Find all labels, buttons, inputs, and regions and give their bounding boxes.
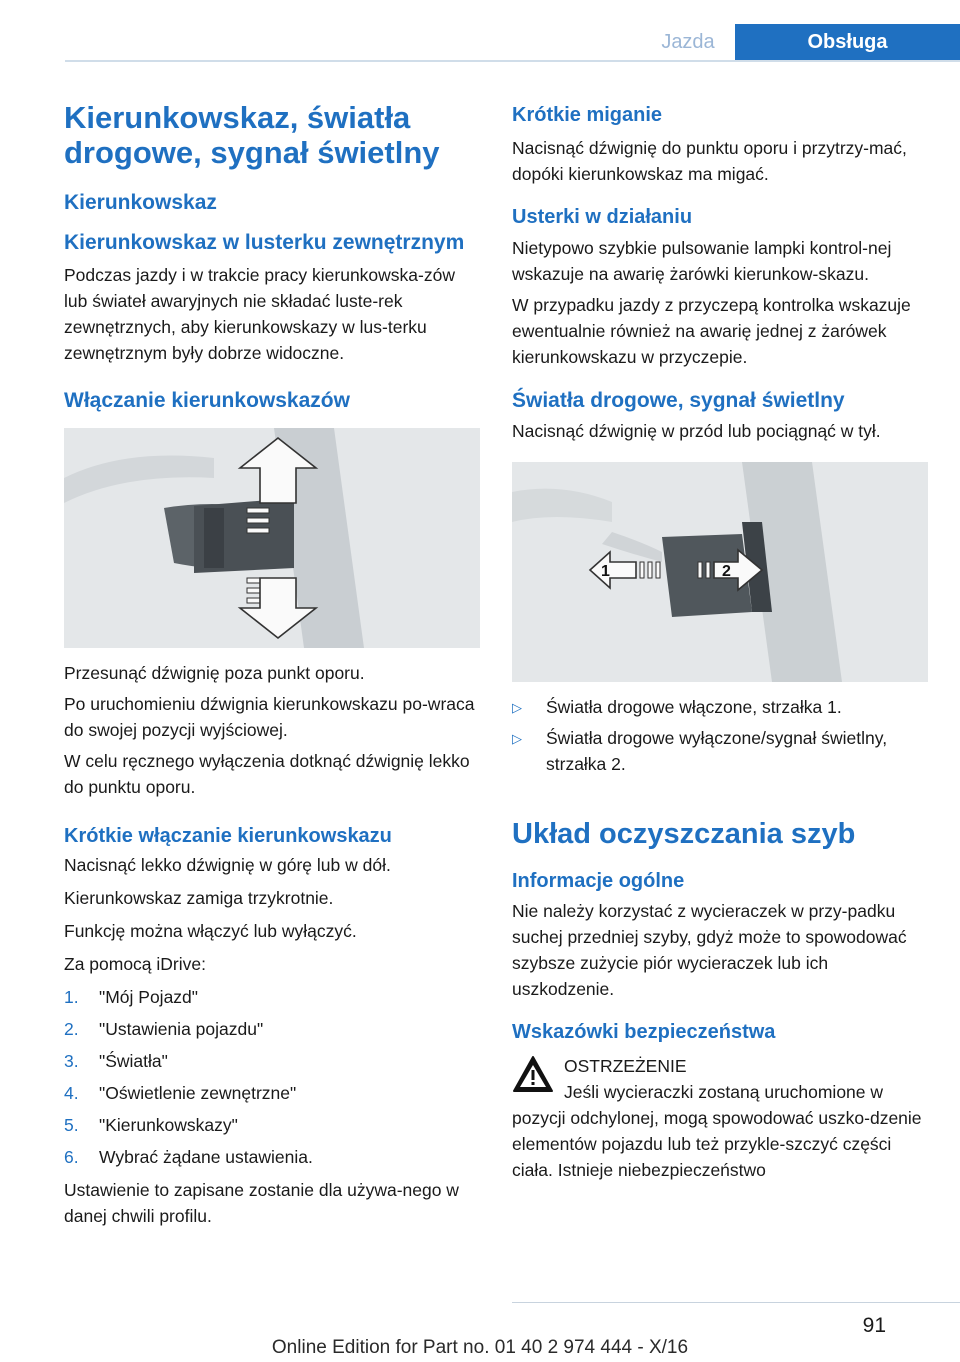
list-item (64, 981, 482, 1013)
left-column (64, 100, 482, 1229)
headlight-bullets (512, 694, 930, 777)
paragraph-usterki-2: W przypadku jazdy z przyczepą kontrolka wskazuje ewentualnie również na awarię jednej z żarówek kierunkowskazu w przyczepie. (512, 295, 911, 367)
heading-swiatla-drogowe: Światła drogowe, sygnał świetlny (512, 389, 845, 412)
tab-obsluga[interactable]: Obsługa (735, 24, 960, 60)
warning-label: OSTRZEŻENIE (564, 1056, 687, 1076)
paragraph-informacje: Nie należy korzystać z wycieraczek w przy-padku suchej przedniej szyby, gdyż może to spowodować szybsze zużycie piór wycieraczek lub ich uszkodzenie. (512, 901, 907, 999)
heading-krotkie-miganie: Krótkie miganie (512, 104, 663, 126)
paragraph-profil: Ustawienie to zapisane zostanie dla używa-nego w danej chwili profilu. (64, 1180, 459, 1226)
paragraph-funkcje: Funkcję można włączyć lub wyłączyć. (64, 921, 357, 941)
paragraph-lusterko: Podczas jazdy i w trakcie pracy kierunkowska-zów lub świateł awaryjnych nie składać luste-rek zewnętrznych, aby kierunkowskazy w lus-terku zewnętrznym były dobrze widoczne. (64, 265, 455, 363)
step-text: Wybrać żądane ustawienia. (99, 1147, 313, 1167)
list-item (512, 725, 930, 777)
paragraph-idrive: Za pomocą iDrive: (64, 954, 206, 974)
list-item (64, 1109, 482, 1141)
step-number: 4. (64, 1083, 79, 1103)
list-item (64, 1141, 482, 1173)
warning-icon (512, 1055, 554, 1093)
page-title: Kierunkowskaz, światła drogowe, sygnał świetlny (64, 100, 440, 170)
page-number: 91 (862, 1314, 886, 1337)
tab-jazda[interactable]: Jazda (661, 30, 715, 53)
arrow-label-2: 2 (722, 563, 731, 580)
heading-lusterko: Kierunkowskaz w lusterku zewnętrznym (64, 231, 465, 254)
list-item (64, 1077, 482, 1109)
paragraph-zamiga: Kierunkowskaz zamiga trzykrotnie. (64, 888, 334, 908)
paragraph-miganie: Nacisnąć dźwignię do punktu oporu i przytrzy-mać, dopóki kierunkowskaz ma migać. (512, 138, 907, 184)
step-text: "Światła" (99, 1051, 168, 1071)
paragraph-przesunac: Przesunąć dźwignię poza punkt oporu. (64, 663, 365, 683)
step-text: "Mój Pojazd" (99, 987, 198, 1007)
step-number: 2. (64, 1019, 79, 1039)
step-number: 1. (64, 987, 79, 1007)
heading-informacje-ogolne: Informacje ogólne (512, 870, 685, 892)
heading-kierunkowskaz: Kierunkowskaz (64, 191, 217, 214)
heading-usterki: Usterki w działaniu (512, 206, 693, 228)
edition-footer: Online Edition for Part no. 01 40 2 974 444 - X/16 (271, 1337, 689, 1358)
stalk-forward-back-illustration (512, 462, 928, 682)
bullet-text: Światła drogowe włączone, strzałka 1. (546, 697, 842, 717)
step-number: 3. (64, 1051, 79, 1071)
step-number: 6. (64, 1147, 79, 1167)
warning-box (512, 1053, 930, 1105)
list-item (64, 1045, 482, 1077)
paragraph-po-uruchomieniu: Po uruchomieniu dźwignia kierunkowskazu po-wraca do swojej pozycji wyjściowej. (64, 694, 475, 740)
footer-divider (512, 1302, 960, 1303)
paragraph-usterki-1: Nietypowo szybkie pulsowanie lampki kontrol-nej wskazuje na awarię żarówki kierunkow-skazu. (512, 238, 892, 284)
stalk-up-down-illustration (64, 428, 480, 648)
idrive-steps-list (64, 981, 482, 1173)
header-tabs (641, 24, 960, 60)
step-text: "Oświetlenie zewnętrzne" (99, 1083, 297, 1103)
paragraph-nacisnac: Nacisnąć lekko dźwignię w górę lub w dół. (64, 855, 391, 875)
step-number: 5. (64, 1115, 79, 1135)
list-item (64, 1013, 482, 1045)
paragraph-swiatla: Nacisnąć dźwignię w przód lub pociągnąć w tył. (512, 421, 881, 441)
heading-uklad-oczyszczania: Układ oczyszczania szyb (512, 818, 856, 850)
right-column (512, 103, 930, 1183)
warning-text-first-line: Jeśli wycieraczki zostaną uruchomione w (564, 1082, 884, 1102)
arrow-label-1: 1 (601, 563, 610, 580)
header-divider (65, 60, 960, 62)
paragraph-wylaczenie: W celu ręcznego wyłączenia dotknąć dźwignię lekko do punktu oporu. (64, 751, 470, 797)
list-item (512, 694, 930, 721)
heading-wlaczanie: Włączanie kierunkowskazów (64, 389, 350, 412)
step-text: "Kierunkowskazy" (99, 1115, 238, 1135)
heading-krotkie-wlaczanie: Krótkie włączanie kierunkowskazu (64, 825, 392, 847)
heading-wskazowki: Wskazówki bezpieczeństwa (512, 1021, 776, 1043)
bullet-marker: ▷ (512, 731, 522, 746)
bullet-text: Światła drogowe wyłączone/sygnał świetlny, strzałka 2. (546, 728, 888, 774)
bullet-marker: ▷ (512, 700, 522, 715)
step-text: "Ustawienia pojazdu" (99, 1019, 264, 1039)
warning-text: pozycji odchylonej, mogą spowodować uszko-dzenie elementów pojazdu lub też przykle-szczyć części ciała. Istnieje niebezpieczeństwo (512, 1108, 922, 1180)
